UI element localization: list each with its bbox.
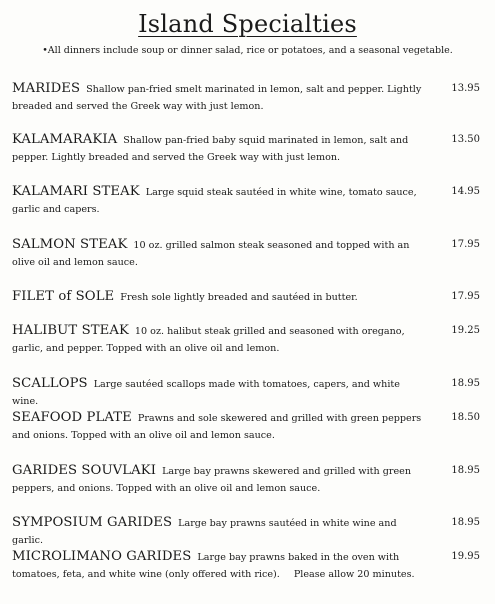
item-description: 10 oz. grilled salmon steak seasoned and topped with an olive oil and lemon sauce. — [12, 240, 410, 268]
item-price: 13.50 — [451, 134, 480, 145]
item-note: Please allow 20 minutes. — [293, 569, 415, 580]
item-name: MARIDES — [12, 81, 81, 96]
item-name: KALAMARI STEAK — [12, 184, 140, 199]
item-price: 17.95 — [451, 239, 480, 250]
menu-item-kalamari-steak — [12, 183, 486, 218]
menu-item-scallops — [12, 375, 486, 410]
item-description: Large squid steak sautéed in white wine, tomato sauce, garlic and capers. — [12, 187, 417, 215]
item-price: 17.95 — [451, 291, 480, 302]
menu-item-microlimano-garides — [12, 548, 486, 583]
item-price: 18.95 — [451, 517, 480, 528]
item-name: SYMPOSIUM GARIDES — [12, 515, 173, 530]
item-name: GARIDES SOUVLAKI — [12, 463, 157, 478]
item-name: KALAMARAKIA — [12, 132, 118, 147]
menu-item-marides — [12, 80, 486, 115]
item-description: Shallow pan-fried baby squid marinated in lemon, salt and pepper. Lightly breaded and served the Greek way with just lemon. — [12, 135, 409, 163]
item-name: MICROLIMANO GARIDES — [12, 549, 192, 564]
item-price: 18.95 — [451, 465, 480, 476]
item-description: Shallow pan-fried smelt marinated in lemon, salt and pepper. Lightly breaded and served the Greek way with just lemon. — [12, 84, 422, 112]
item-description: Large bay prawns sautéed in white wine and garlic. — [12, 518, 397, 546]
item-description: Large bay prawns skewered and grilled with green peppers, and onions. Topped with an olive oil and lemon sauce. — [12, 466, 412, 494]
menu-item-salmon-steak — [12, 236, 486, 271]
item-name: HALIBUT STEAK — [12, 323, 129, 338]
item-price: 19.95 — [451, 551, 480, 562]
item-description: Large bay prawns baked in the oven with tomatoes, feta, and white wine (only offered with rice). — [12, 552, 400, 580]
item-description: Fresh sole lightly breaded and sautéed in butter. — [120, 292, 358, 303]
menu-item-symposium-garides — [12, 514, 486, 549]
item-price: 18.50 — [451, 412, 480, 423]
item-name: SEAFOOD PLATE — [12, 410, 132, 425]
item-name: FILET of SOLE — [12, 289, 115, 304]
item-description: Large sautéed scallops made with tomatoes, capers, and white wine. — [12, 379, 400, 407]
dinner-note: •All dinners include soup or dinner salad, rice or potatoes, and a seasonal vegetable. — [42, 45, 453, 56]
item-description: 10 oz. halibut steak grilled and seasoned with oregano, garlic, and pepper. Topped with an olive oil and lemon. — [12, 326, 405, 354]
item-description: Prawns and sole skewered and grilled with green peppers and onions. Topped with an olive oil and lemon sauce. — [12, 413, 422, 441]
page-title: Island Specialties — [138, 10, 357, 38]
menu-item-filet-of-sole — [12, 288, 486, 306]
item-price: 13.95 — [451, 83, 480, 94]
item-name: SALMON STEAK — [12, 237, 128, 252]
item-price: 19.25 — [451, 325, 480, 336]
menu-item-garides-souvlaki — [12, 462, 486, 497]
item-price: 18.95 — [451, 378, 480, 389]
item-price: 14.95 — [451, 186, 480, 197]
menu-item-kalamarakia — [12, 131, 486, 166]
menu-item-seafood-plate — [12, 409, 486, 444]
item-name: SCALLOPS — [12, 376, 88, 391]
menu-item-halibut-steak — [12, 322, 486, 357]
